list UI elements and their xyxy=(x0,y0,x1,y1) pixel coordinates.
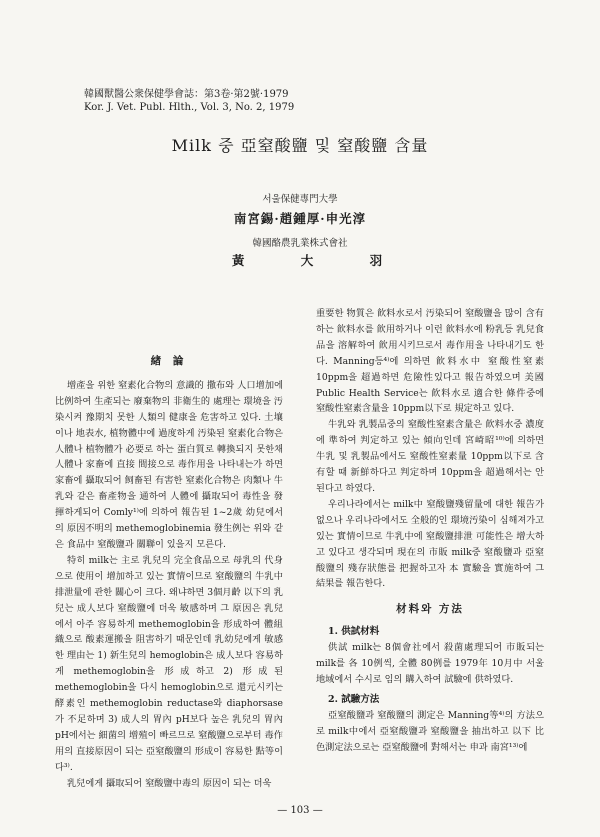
authors-1: 南宮錫·趙鍾厚·申光淳 xyxy=(233,211,367,226)
journal-citation xyxy=(84,88,294,114)
paragraph: 供試 milk는 8個會社에서 殺菌處理되어 市販되는 milk를 各 10例씩, 全體 80例를 1979年 10月中 서울地域에서 수시로 임의 購入하여 試驗에 供하였다. xyxy=(316,642,544,685)
paragraph: 乳兒에게 攝取되어 窒酸鹽中毒의 原因이 되는 더욱 xyxy=(67,777,272,789)
page-number: — 103 — xyxy=(277,805,323,816)
left-column xyxy=(55,354,283,791)
paragraph: 特히 milk는 主로 乳兒의 完全食品으로 母乳의 代身으로 使用이 增加하고 있는 實情이므로 窒酸鹽의 牛乳中 排泄量에 관한 關心이 크다. 왜냐하면 3個月齡 以下의 乳兒는 成人보다 窒酸鹽에 더욱 敏感하며 그 原因은 乳兒에서 아주 容易하게 methemoglobin을 形成하여 體組織으로 酸素運搬을 阻害하기 때문인데 乳幼兒에게 敏感한 理由는 1) 新生兒의 hemoglobin은 成人보다 容易하게 methemoglobin을 形成하고 2) 形成된 methemoglobin을 다시 hemoglobin으로 還元시키는 酵素인 methemoglobin reductase와 diaphorsase가 不足하며 3) 成人의 胃內 pH보다 높은 乳兒의 胃內 pH에서는 細菌의 增殖이 빠르므로 窒酸鹽으로부터 毒作用의 直接原因이 되는 亞窒酸鹽의 形成이 容易한 點等이다³⁾. xyxy=(55,554,283,773)
authors-2: 黃 大 羽 xyxy=(231,253,409,268)
affiliation-1: 서울保健專門大學 xyxy=(262,194,338,205)
section-heading-methods: 材料와 方法 xyxy=(396,603,464,616)
journal-line-english: Kor. J. Vet. Publ. Hlth., Vol. 3, No. 2, 1979 xyxy=(84,102,295,113)
paragraph: 增產을 위한 窒素化合物의 意識的 撒布와 人口增加에 比例하여 生產되는 廢棄物의 非衛生的 處理는 環境을 汚染시켜 豫期치 못한 人類의 健康을 危害하고 있다. 土壤이나 地表水, 植物體中에 過度하게 汚染된 窒素化合物은 人體나 植物體가 必要로 하는 蛋白質로 轉換되지 못한채 人體나 家畜에 直接 間接으로 毒作用을 나타내는가 하면 家畜에 攝取되어 飼畜된 有害한 窒素化合物은 肉類나 牛乳와 같은 畜產物을 通하여 人體에 攝取되어 毒性을 發揮하게되어 Comly¹⁾에 의하여 報告된 1~2歲 幼兒에서의 原因不明의 methemoglobinemia 發生例는 위와 같은 食品中 窒酸鹽과 關聯이 있을지 모른다. xyxy=(55,379,283,550)
paper-title: Milk 중 亞窒酸鹽 및 窒酸鹽 含量 xyxy=(171,136,429,155)
affiliation-2: 韓國酪農乳業株式會社 xyxy=(252,238,348,249)
subsection-heading-method: 2. 試驗方法 xyxy=(328,693,380,705)
paragraph: 우리나라에서는 milk中 窒酸鹽殘留量에 대한 報告가 없으나 우리나라에서도 全般的인 環境汚染이 심해져가고 있는 實情이므로 牛乳中에 窒酸鹽排泄 可能性은 增大하고 있다고 생각되며 現在의 市販 milk중 窒酸鹽과 亞窒酸鹽의 殘存狀態를 把握하고자 本 實驗을 實施하여 그 結果를 報告한다. xyxy=(316,498,544,590)
section-heading-introduction: 緖 論 xyxy=(150,355,188,367)
subsection-heading-materials: 1. 供試材料 xyxy=(328,626,380,638)
paragraph: 亞窒酸鹽과 窒酸鹽의 測定은 Manning等⁴⁾의 方法으로 milk中에서 亞窒酸鹽과 窒酸鹽을 抽出하고 以下 比色測定法으로는 亞窒酸鹽에 對해서는 申과 南宮¹³⁾에 xyxy=(316,709,544,753)
paragraph: 牛乳와 乳製品중의 窒酸性窒素含量은 飮料水중 濃度에 準하여 判定하고 있는 傾向인데 宮崎昭¹⁰⁾에 의하면 牛乳 및 乳製品에서도 窒酸性窒素量 10ppm以下로 含有할 때 新鮮하다고 判定하며 10ppm을 超過해서는 안된다고 하였다. xyxy=(316,419,544,494)
paragraph: 重要한 物質은 飮料水로서 汚染되어 窒酸鹽을 많이 含有하는 飮料水를 飮用하거나 이런 飮料水에 粉乳등 乳兒食品을 溶解하여 飮用시키므로서 毒作用을 나타내기도 한다. Manning등⁴⁾에 의하면 飮料水中 窒酸性窒素 10ppm을 超過하면 危險性있다고 報告하였으며 美國 Public Health Service는 飮料水로 適合한 條件중에 窒酸性窒素含量을 10ppm以下로 規定하고 있다. xyxy=(316,308,544,415)
right-column xyxy=(316,306,544,755)
journal-line-korean: 韓國獸醫公衆保健學會誌：第3卷·第2號·1979 xyxy=(84,89,289,100)
